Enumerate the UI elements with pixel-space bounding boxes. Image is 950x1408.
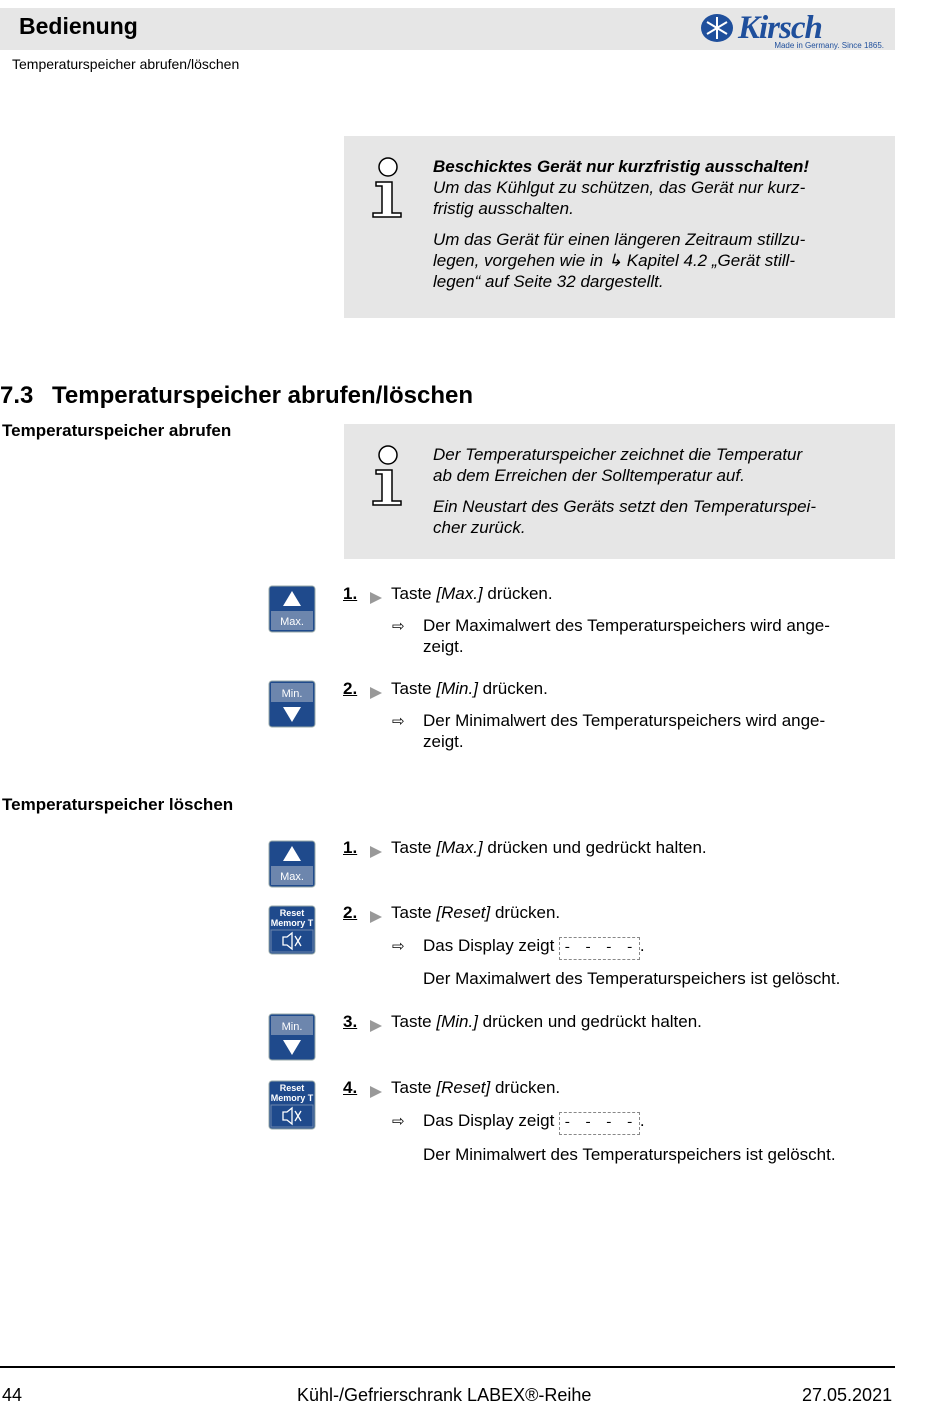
- subheading-loeschen: Temperaturspeicher löschen: [2, 795, 234, 814]
- step-number: 3.: [343, 1012, 358, 1031]
- info-icon: [370, 444, 406, 508]
- key-label: Max.: [280, 616, 304, 628]
- reset-memory-key-icon: [268, 1080, 316, 1130]
- info-icon: [370, 156, 406, 220]
- step-arrow-icon: [370, 1020, 382, 1032]
- info-text: cher zurück.: [433, 518, 526, 537]
- chapter-link[interactable]: legen“ auf Seite 32 dargestellt.: [433, 272, 664, 291]
- step-instruction: Taste [Min.] drücken.: [391, 679, 548, 698]
- step-arrow-icon: [370, 846, 382, 858]
- step-result: Das Display zeigt - - - - .: [423, 1110, 883, 1135]
- section-title: Temperaturspeicher abrufen/löschen: [52, 382, 474, 409]
- step-instruction: Taste [Max.] drücken und gedrückt halten.: [391, 838, 707, 857]
- footer-divider: [0, 1366, 895, 1368]
- info-text: Ein Neustart des Geräts setzt den Temperaturspei-: [433, 497, 816, 516]
- subheading-abrufen: Temperaturspeicher abrufen: [2, 421, 232, 440]
- key-label: Min.: [281, 688, 303, 700]
- logo-tagline: Made in Germany. Since 1865.: [774, 41, 884, 50]
- result-arrow-icon: ⇨: [392, 1113, 405, 1130]
- key-label: Min.: [281, 1021, 303, 1033]
- info-text: Der Temperaturspeicher zeichnet die Temperatur: [433, 445, 803, 464]
- document-title: Kühl-/Gefrierschrank LABEX®-Reihe: [297, 1385, 592, 1405]
- info-text: fristig ausschalten.: [433, 199, 574, 218]
- page-number: 44: [2, 1385, 23, 1405]
- key-label: Memory T: [270, 1093, 314, 1103]
- step-number: 4.: [343, 1078, 358, 1097]
- step-note: Der Minimalwert des Temperaturspeichers ist gelöscht.: [423, 1145, 836, 1164]
- min-key-icon: [268, 1013, 316, 1061]
- result-arrow-icon: ⇨: [392, 713, 405, 730]
- result-arrow-icon: ⇨: [392, 938, 405, 955]
- info-box-memory: [344, 424, 895, 559]
- step-arrow-icon: [370, 1086, 382, 1098]
- display-readout: - - - -: [559, 1112, 640, 1135]
- step-result: Der Maximalwert des Temperaturspeichers wird ange- zeigt.: [423, 616, 830, 656]
- snowflake-logo-icon: [700, 12, 734, 44]
- step-instruction: Taste [Max.] drücken.: [391, 584, 553, 603]
- step-number: 2.: [343, 679, 358, 698]
- step-note: Der Maximalwert des Temperaturspeichers ist gelöscht.: [423, 969, 841, 988]
- brand-logo: [700, 9, 888, 49]
- key-label: Reset: [279, 1083, 305, 1093]
- step-arrow-icon: [370, 911, 382, 923]
- step-number: 1.: [343, 584, 358, 603]
- display-readout: - - - -: [559, 937, 640, 960]
- key-label: Max.: [280, 871, 304, 883]
- step-instruction: Taste [Reset] drücken.: [391, 1078, 561, 1097]
- key-label: Reset: [279, 908, 305, 918]
- reset-memory-key-icon: [268, 905, 316, 955]
- info-box-shutdown: [344, 136, 895, 318]
- max-key-icon: [268, 585, 316, 633]
- info-text: ab dem Erreichen der Solltemperatur auf.: [433, 466, 745, 485]
- min-key-icon: [268, 680, 316, 728]
- step-instruction: Taste [Min.] drücken und gedrückt halten.: [391, 1012, 702, 1031]
- document-date: 27.05.2021: [802, 1385, 893, 1405]
- step-number: 1.: [343, 838, 358, 857]
- result-arrow-icon: ⇨: [392, 618, 405, 635]
- step-arrow-icon: [370, 592, 382, 604]
- info-text: Um das Gerät für einen längeren Zeitraum stillzu-: [433, 230, 806, 249]
- step-arrow-icon: [370, 687, 382, 699]
- info-text: Um das Kühlgut zu schützen, das Gerät nur kurz-: [433, 178, 806, 197]
- logo-wordmark: Kirsch: [738, 10, 822, 46]
- info-heading: Beschicktes Gerät nur kurzfristig ausschalten!: [433, 157, 810, 176]
- step-result: Der Minimalwert des Temperaturspeichers wird ange- zeigt.: [423, 711, 826, 751]
- step-instruction: Taste [Reset] drücken.: [391, 903, 561, 922]
- chapter-link[interactable]: legen, vorgehen wie in ↳ Kapitel 4.2 „Gerät still-: [433, 251, 795, 270]
- section-heading: [0, 382, 473, 410]
- running-subtitle: Temperaturspeicher abrufen/löschen: [12, 56, 240, 72]
- key-label: Memory T: [270, 918, 314, 928]
- section-number: 7.3: [0, 382, 34, 409]
- chapter-title: Bedienung: [19, 13, 138, 39]
- step-number: 2.: [343, 903, 358, 922]
- max-key-icon: [268, 840, 316, 888]
- step-result: Das Display zeigt - - - - .: [423, 935, 883, 960]
